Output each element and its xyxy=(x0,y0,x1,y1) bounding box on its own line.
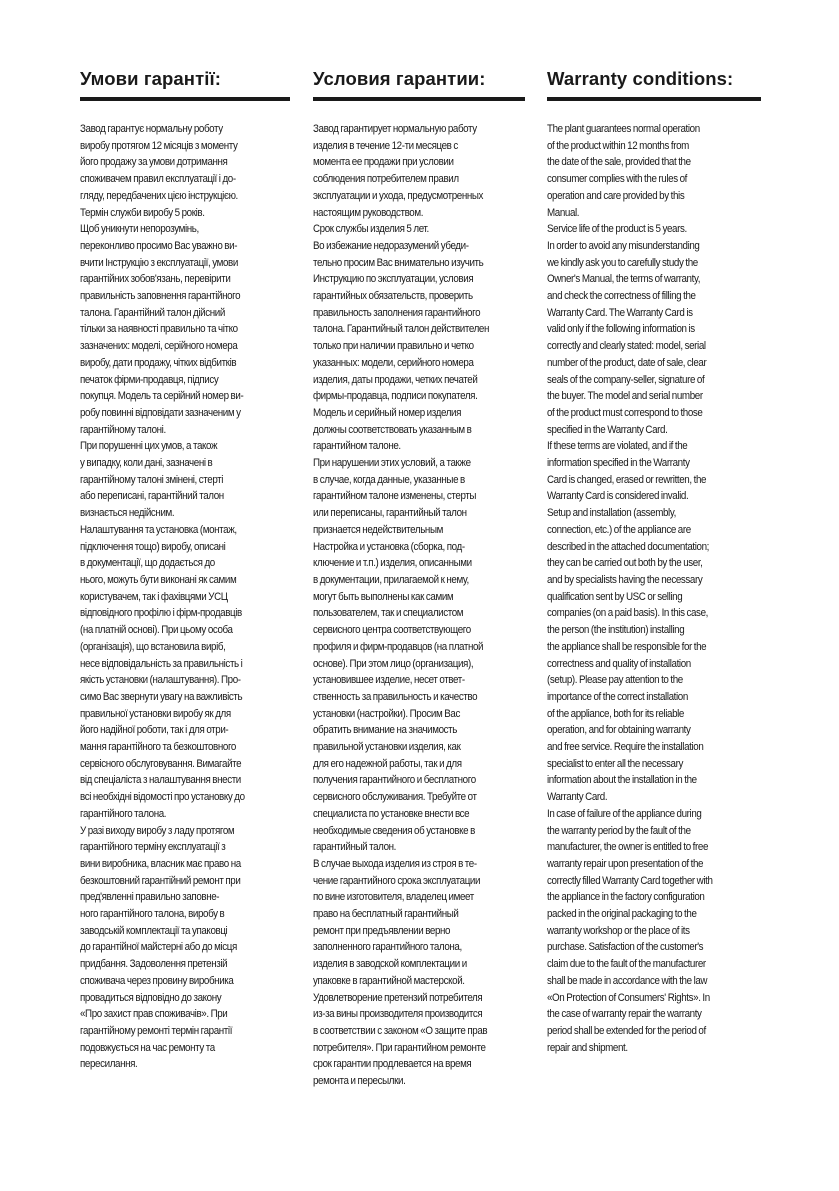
text-line: покупця. Модель та серійний номер ви- xyxy=(80,390,244,403)
text-line: the case of warranty repair the warranty xyxy=(547,1008,702,1021)
text-line: из-за вины производителя производится xyxy=(313,1008,483,1021)
text-line: Термін служби виробу 5 років. xyxy=(80,206,205,219)
text-line: importance of the correct installation xyxy=(547,690,688,703)
text-line: симо Вас звернути увагу на важливість xyxy=(80,690,243,703)
text-line: the buyer. The model and serial number xyxy=(547,390,703,403)
text-line: гарантийных обязательств, проверить xyxy=(313,290,473,303)
text-line: «On Protection of Consumers' Rights». In xyxy=(547,991,710,1004)
text-line: талона. Гарантійний талон дійсний xyxy=(80,306,225,319)
text-line: гарантийный талон. xyxy=(313,841,397,854)
text-line: установки (настройки). Просим Вас xyxy=(313,707,460,720)
text-line: срок гарантии продлевается на время xyxy=(313,1058,472,1071)
text-line: qualification sent by USC or selling xyxy=(547,590,683,603)
text-line: талона. Гарантийный талон действителен xyxy=(313,323,489,336)
text-line: зазначених: моделі, серійного номера xyxy=(80,340,238,353)
text-line: гарантийном талоне изменены, стерты xyxy=(313,490,477,503)
text-line: of the product within 12 months from xyxy=(547,139,689,152)
text-line: споживачем правил експлуатації і до- xyxy=(80,173,236,186)
text-line: the warranty period by the fault of the xyxy=(547,824,691,837)
text-line: we kindly ask you to carefully study the xyxy=(547,256,698,269)
text-line: заполненного гарантийного талона, xyxy=(313,941,462,954)
text-line: the appliance shall be responsible for the xyxy=(547,640,707,653)
heading-underline xyxy=(80,97,290,101)
text-line: правильной установки изделия, как xyxy=(313,741,461,754)
text-line: ственность за правильность и качество xyxy=(313,690,478,703)
text-line: указанных: модели, серийного номера xyxy=(313,356,474,369)
text-line: изделия в течение 12-ти месяцев с xyxy=(313,139,458,152)
text-line: repair and shipment. xyxy=(547,1041,628,1054)
text-line: від спеціаліста з налаштування внести xyxy=(80,774,241,787)
text-line: the person (the institution) installing xyxy=(547,624,685,637)
text-line: packed in the original packaging to the xyxy=(547,908,697,921)
text-line: The plant guarantees normal operation xyxy=(547,123,700,135)
text-line: and by specialists having the necessary xyxy=(547,573,703,586)
text-line: Warranty Card. The Warranty Card is xyxy=(547,306,693,319)
text-line: (на платній основі). При цьому особа xyxy=(80,624,233,637)
text-line: сервисного центра соответствующего xyxy=(313,624,471,637)
text-line: специалиста по установке внести все xyxy=(313,807,470,820)
text-line: Налаштування та установка (монтаж, xyxy=(80,523,237,536)
text-line: they can be carried out both by the user, xyxy=(547,557,703,570)
text-line: подовжується на час ремонту та xyxy=(80,1041,215,1054)
text-line: його надійної роботи, так і для отри- xyxy=(80,724,229,737)
text-line: Service life of the product is 5 years. xyxy=(547,223,687,236)
text-line: гарантійного терміну експлуатації з xyxy=(80,841,226,854)
text-line: установившее изделие, несет ответ- xyxy=(313,674,465,687)
text-line: тільки за наявності правильно та чітко xyxy=(80,323,238,336)
text-line: shall be made in accordance with the law xyxy=(547,974,708,987)
text-line: момента ее продажи при условии xyxy=(313,156,454,169)
text-line: period shall be extended for the period of xyxy=(547,1024,706,1037)
text-line: виробу, дати продажу, чітких відбитків xyxy=(80,356,237,369)
text-line: правильної установки виробу як для xyxy=(80,707,231,720)
body-text-english xyxy=(547,121,760,1056)
text-line: correctness and quality of installation xyxy=(547,657,691,670)
text-line: In case of failure of the appliance during xyxy=(547,807,702,820)
text-line: якість установки (налаштування). Про- xyxy=(80,674,241,687)
text-line: Завод гарантує нормальну роботу xyxy=(80,123,223,135)
text-line: Настройка и установка (сборка, под- xyxy=(313,540,465,553)
text-line: або переписані, гарантійний талон xyxy=(80,490,224,503)
text-line: of the appliance, both for its reliable xyxy=(547,707,684,720)
heading-russian: Условия гарантии: xyxy=(313,68,486,89)
text-line: ного гарантійного талона, виробу в xyxy=(80,908,225,921)
text-line: в документації, що додається до xyxy=(80,557,215,570)
text-line: відповідного профілю і фірм-продавців xyxy=(80,607,242,620)
text-line: только при наличии правильно и четко xyxy=(313,340,474,353)
text-line: У разі виходу виробу з ладу протягом xyxy=(80,824,235,837)
text-line: the appliance in the factory configuration xyxy=(547,891,705,904)
text-line: companies (on a paid basis). In this case, xyxy=(547,607,708,620)
heading-ukrainian: Умови гарантії: xyxy=(80,68,222,89)
text-line: Инструкцию по эксплуатации, условия xyxy=(313,273,474,286)
text-line: correctly filled Warranty Card together with xyxy=(547,874,713,887)
text-line: ремонт при предъявлении верно xyxy=(313,924,451,937)
text-line: переконливо просимо Вас уважно ви- xyxy=(80,239,238,252)
column-english xyxy=(547,64,761,1056)
text-line: Warranty Card is considered invalid. xyxy=(547,490,689,503)
text-line: сервісного обслуговування. Вимагайте xyxy=(80,757,242,770)
text-line: number of the product, date of sale, clear xyxy=(547,356,707,369)
text-line: purchase. Satisfaction of the customer's xyxy=(547,941,704,954)
text-line: несе відповідальність за правильність і xyxy=(80,657,243,670)
text-line: гляду, передбачених цією інструкцією. xyxy=(80,189,238,202)
text-line: correctly and clearly stated: model, serial xyxy=(547,340,706,353)
text-line: гарантійних зобов'язань, перевірити xyxy=(80,273,231,286)
text-line: правильність заповнення гарантійного xyxy=(80,290,241,303)
text-line: придбання. Задоволення претензій xyxy=(80,958,228,971)
text-line: нього, можуть бути виконані як самим xyxy=(80,573,237,586)
text-line: operation, and for obtaining warranty xyxy=(547,724,691,737)
text-line: specified in the Warranty Card. xyxy=(547,423,668,436)
text-line: вчити Інструкцію з експлуатації, умови xyxy=(80,256,238,269)
text-line: of the product must correspond to those xyxy=(547,406,703,419)
text-line: гарантійному ремонті термін гарантії xyxy=(80,1024,233,1037)
text-line: гарантійному талоні. xyxy=(80,423,166,436)
text-line: получения гарантийного и бесплатного xyxy=(313,774,476,787)
text-line: профиля и фирм-продавцов (на платной xyxy=(313,640,484,653)
text-line: При порушенні цих умов, а також xyxy=(80,440,218,453)
text-line: обратить внимание на значимость xyxy=(313,724,458,737)
text-line: эксплуатации и ухода, предусмотренных xyxy=(313,189,484,202)
text-line: described in the attached documentation; xyxy=(547,540,709,553)
text-line: могут быть выполнены как самим xyxy=(313,590,454,603)
text-line: connection, etc.) of the appliance are xyxy=(547,523,691,536)
text-line: право на бесплатный гарантийный xyxy=(313,908,459,921)
text-line: в документации, прилагаемой к нему, xyxy=(313,573,469,586)
text-line: споживача через провину виробника xyxy=(80,974,234,987)
text-line: гарантійному талоні змінені, стерті xyxy=(80,473,224,486)
text-line: При нарушении этих условий, а также xyxy=(313,457,471,470)
column-ukrainian xyxy=(80,64,290,1073)
text-line: Manual. xyxy=(547,206,580,219)
text-line: If these terms are violated, and if the xyxy=(547,440,688,453)
text-line: пересилання. xyxy=(80,1058,138,1071)
text-line: печаток фірми-продавця, підпису xyxy=(80,373,219,386)
heading-english: Warranty conditions: xyxy=(547,68,734,89)
text-line: виробу протягом 12 місяців з моменту xyxy=(80,139,238,152)
heading-underline xyxy=(547,97,761,101)
text-line: потребителя». При гарантийном ремонте xyxy=(313,1041,486,1054)
text-line: Setup and installation (assembly, xyxy=(547,507,676,520)
text-line: соблюдения потребителем правил xyxy=(313,173,459,186)
text-line: у випадку, коли дані, зазначені в xyxy=(80,457,213,470)
text-line: упаковке в гарантийной мастерской. xyxy=(313,974,465,987)
text-line: для его надежной работы, так и для xyxy=(313,757,462,770)
text-line: warranty repair upon presentation of the xyxy=(547,857,704,870)
text-line: фирмы-продавца, подписи покупателя. xyxy=(313,390,478,403)
text-line: користувачем, так і фахівцями УСЦ xyxy=(80,590,228,603)
text-line: в соответствии с законом «О защите прав xyxy=(313,1024,488,1037)
text-line: визнається недійсним. xyxy=(80,507,175,520)
text-line: information specified in the Warranty xyxy=(547,457,690,470)
text-line: признается недействительным xyxy=(313,523,443,536)
text-line: Удовлетворение претензий потребителя xyxy=(313,991,483,1004)
text-line: consumer complies with the rules of xyxy=(547,173,688,186)
text-line: сервисного обслуживания. Требуйте от xyxy=(313,791,477,804)
text-line: гарантийном талоне. xyxy=(313,440,401,453)
text-line: «Про захист прав споживачів». При xyxy=(80,1008,228,1021)
text-line: (організація), що встановила виріб, xyxy=(80,640,226,653)
text-line: manufacturer, the owner is entitled to free xyxy=(547,841,709,854)
text-line: правильность заполнения гарантийного xyxy=(313,306,481,319)
body-text-ukrainian xyxy=(80,121,289,1073)
text-line: до гарантійної майстерні або до місця xyxy=(80,941,237,954)
text-line: Модель и серийный номер изделия xyxy=(313,406,462,419)
text-line: или переписаны, гарантийный талон xyxy=(313,507,467,520)
text-line: Во избежание недоразумений убеди- xyxy=(313,239,469,252)
text-line: необходимые сведения об установке в xyxy=(313,824,475,837)
text-line: всі необхідні відомості про установку до xyxy=(80,791,245,804)
text-line: должны соответствовать указанным в xyxy=(313,423,472,436)
text-line: Завод гарантирует нормальную работу xyxy=(313,123,477,135)
text-line: specialist to enter all the necessary xyxy=(547,757,684,770)
text-line: заводській комплектації та упаковці xyxy=(80,924,228,937)
text-line: information about the installation in the xyxy=(547,774,697,787)
text-line: seals of the company-seller, signature of xyxy=(547,373,705,386)
text-line: ключение и т.п.) изделия, описанными xyxy=(313,557,472,570)
text-line: безкоштовний гарантійний ремонт при xyxy=(80,874,241,887)
text-line: по вине изготовителя, владелец имеет xyxy=(313,891,474,904)
text-line: and check the correctness of filling the xyxy=(547,290,696,303)
text-line: and free service. Require the installation xyxy=(547,741,704,754)
text-line: Warranty Card. xyxy=(547,791,608,804)
text-line: пользователем, так и специалистом xyxy=(313,607,464,620)
text-line: робу повинні відповідати зазначеним у xyxy=(80,406,241,419)
text-line: вини виробника, власник має право на xyxy=(80,857,241,870)
text-line: пред'явленні правильно заповне- xyxy=(80,891,220,904)
text-line: чение гарантийного срока эксплуатации xyxy=(313,874,481,887)
text-line: изделия в заводской комплектации и xyxy=(313,958,467,971)
heading-underline xyxy=(313,97,525,101)
text-line: мання гарантійного та безкоштовного xyxy=(80,741,236,754)
body-text-russian xyxy=(313,121,524,1090)
text-line: В случае выхода изделия из строя в те- xyxy=(313,857,477,870)
text-line: the date of the sale, provided that the xyxy=(547,156,691,169)
text-line: гарантійного талона. xyxy=(80,807,167,820)
column-russian xyxy=(313,64,525,1090)
text-line: operation and care provided by this xyxy=(547,189,685,202)
text-line: настоящим руководством. xyxy=(313,206,424,219)
text-line: valid only if the following information is xyxy=(547,323,695,336)
text-line: тельно просим Вас внимательно изучить xyxy=(313,256,484,269)
text-line: Card is changed, erased or rewritten, the xyxy=(547,473,707,486)
text-line: підключення тощо) виробу, описані xyxy=(80,540,226,553)
text-line: основе). При этом лицо (организация), xyxy=(313,657,474,670)
text-line: Срок службы изделия 5 лет. xyxy=(313,223,429,236)
text-line: ремонта и пересылки. xyxy=(313,1075,406,1088)
text-line: In order to avoid any misunderstanding xyxy=(547,239,700,252)
text-line: його продажу за умови дотримання xyxy=(80,156,228,169)
text-line: в случае, когда данные, указанные в xyxy=(313,473,465,486)
text-line: (setup). Please pay attention to the xyxy=(547,674,683,687)
text-line: warranty workshop or the place of its xyxy=(547,924,690,937)
text-line: Щоб уникнути непорозумінь, xyxy=(80,223,199,236)
text-line: Owner's Manual, the terms of warranty, xyxy=(547,273,701,286)
text-line: провадиться відповідно до закону xyxy=(80,991,222,1004)
text-line: claim due to the fault of the manufacturer xyxy=(547,958,706,971)
text-line: изделия, даты продажи, четких печатей xyxy=(313,373,478,386)
